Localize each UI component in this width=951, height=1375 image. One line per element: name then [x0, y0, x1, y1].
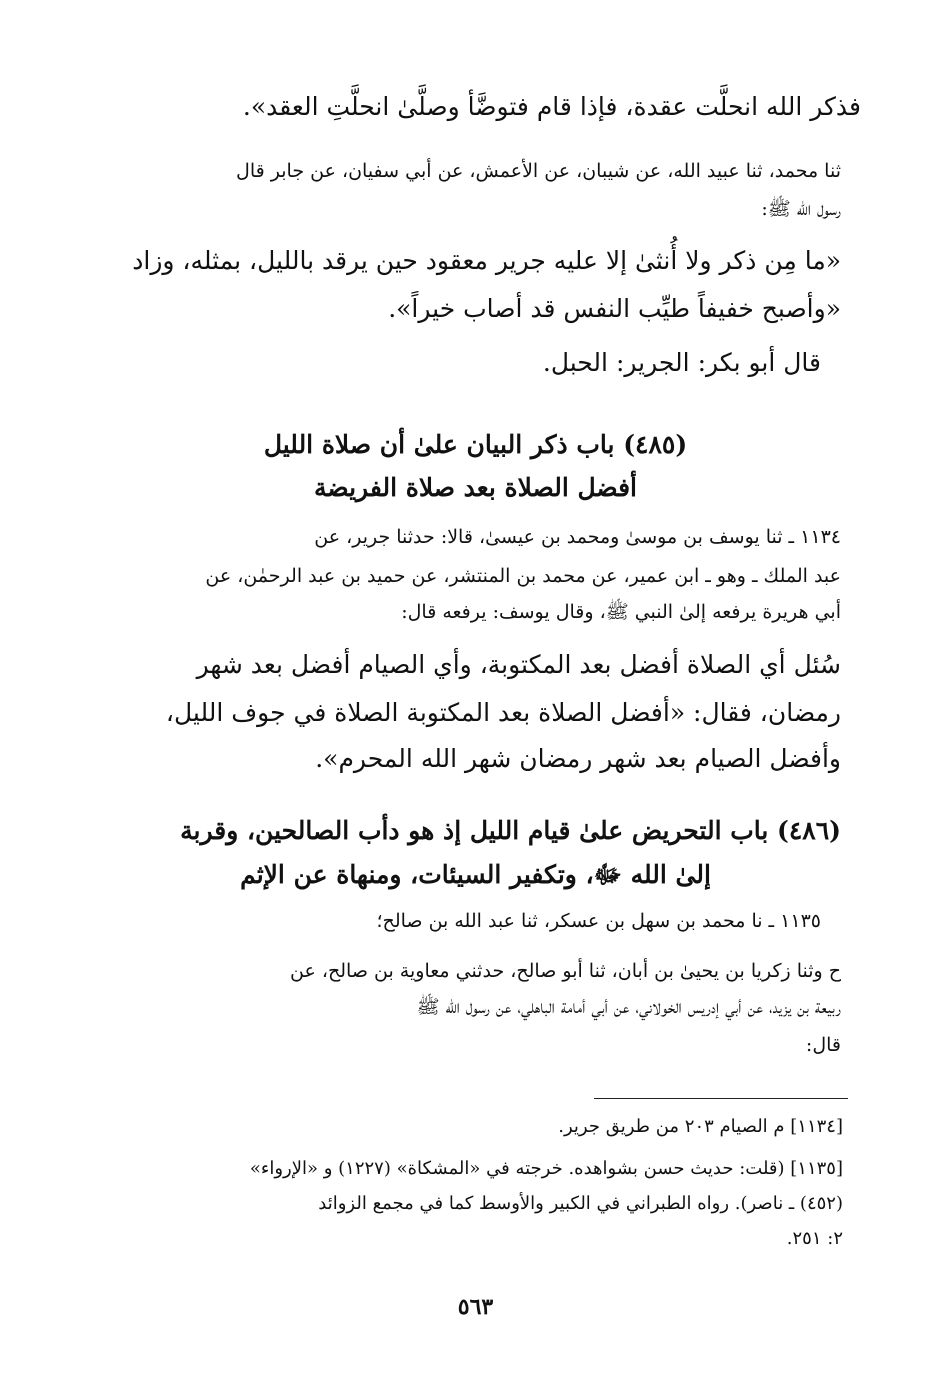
- isnad-line: ١١٣٤ ـ ثنا يوسف بن موسىٰ ومحمد بن عيسىٰ، قالا: حدثنا جرير، عن: [314, 526, 841, 548]
- footnote-separator: [594, 1098, 848, 1099]
- footnote-line: ٢: ٢٥١.: [786, 1228, 843, 1249]
- chapter-heading: أفضل الصلاة بعد صلاة الفريضة: [313, 473, 637, 502]
- hadith-text-line: وأفضل الصيام بعد شهر رمضان شهر الله المحرم».: [315, 744, 841, 773]
- chapter-heading: (٤٨٥) باب ذكر البيان علىٰ أن صلاة الليل: [263, 430, 688, 459]
- isnad-line: ثنا محمد، ثنا عبيد الله، عن شيبان، عن الأعمش، عن أبي سفيان، عن جابر قال: [236, 160, 841, 182]
- isnad-line: قال:: [805, 1034, 841, 1056]
- text-line: فذكر الله انحلَّت عقدة، فإذا قام فتوضَّأ وصلَّىٰ انحلَّتِ العقد».: [242, 92, 861, 121]
- isnad-line: ح وثنا زكريا بن يحيىٰ بن أبان، ثنا أبو صالح، حدثني معاوية بن صالح، عن: [290, 960, 841, 982]
- text-line: قال أبو بكر: الجرير: الحبل.: [542, 348, 821, 377]
- footnote-line: [١١٣٤] م الصيام ٢٠٣ من طريق جرير.: [558, 1116, 843, 1137]
- isnad-line: رسول الله ﷺ:: [761, 198, 841, 220]
- page-number: ٥٦٣: [457, 1294, 494, 1320]
- hadith-text-line: «وأصبح خفيفاً طيِّب النفس قد أصاب خيراً».: [388, 294, 841, 323]
- chapter-heading: إلىٰ الله ﷻ، وتكفير السيئات، ومنهاة عن الإثم: [240, 860, 711, 889]
- chapter-heading: (٤٨٦) باب التحريض علىٰ قيام الليل إذ هو دأب الصالحين، وقربة: [180, 816, 841, 845]
- isnad-line: ١١٣٥ ـ نا محمد بن سهل بن عسكر، ثنا عبد الله بن صالح؛: [376, 910, 821, 932]
- hadith-text-line: «ما مِن ذكر ولا أُنثىٰ إلا عليه جرير معقود حين يرقد بالليل، بمثله، وزاد: [132, 246, 841, 275]
- isnad-line: ربيعة بن يزيد، عن أبي إدريس الخولاني، عن أبي أمامة الباهلي، عن رسول الله ﷺ: [416, 996, 841, 1018]
- isnad-line: عبد الملك ـ وهو ـ ابن عمير، عن محمد بن المنتشر، عن حميد بن عبد الرحمٰن، عن: [205, 565, 841, 587]
- footnote-line: [١١٣٥] (قلت: حديث حسن بشواهده. خرجته في «المشكاة» (١٢٢٧) و «الإرواء»: [249, 1158, 843, 1179]
- footnote-line: (٤٥٢) ـ ناصر). رواه الطبراني في الكبير والأوسط كما في مجمع الزوائد: [318, 1193, 843, 1214]
- hadith-text-line: سُئل أي الصلاة أفضل بعد المكتوبة، وأي الصيام أفضل بعد شهر: [196, 650, 841, 679]
- hadith-text-line: رمضان، فقال: «أفضل الصلاة بعد المكتوبة الصلاة في جوف الليل،: [165, 698, 841, 727]
- isnad-line: أبي هريرة يرفعه إلىٰ النبي ﷺ، وقال يوسف: يرفعه قال:: [401, 601, 841, 623]
